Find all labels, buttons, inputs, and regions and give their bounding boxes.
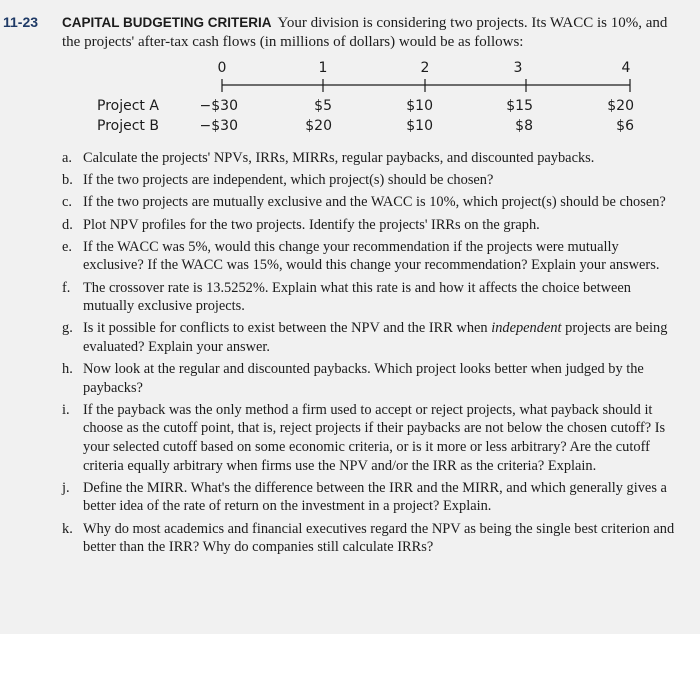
- question-label: g.: [62, 320, 73, 337]
- period-label-1: 1: [318, 60, 328, 76]
- project-a-flow-4: $20: [607, 98, 634, 114]
- problem-intro-text: Your division is considering two projects. Its WACC is 10%, and the projects' after-tax cash flows (in millions of dollars) would be as follows:: [62, 15, 668, 50]
- question-c: [62, 193, 676, 212]
- question-e: [62, 238, 676, 275]
- question-text: Define the MIRR. What's the difference between the IRR and the MIRR, and which generally gives a better idea of the rate of return on the investment in a project? Explain.: [83, 479, 667, 515]
- period-label-4: 4: [621, 60, 631, 76]
- problem-number: 11-23: [3, 14, 39, 30]
- question-label: e.: [62, 238, 72, 255]
- project-b-row: [97, 118, 634, 134]
- period-labels: [218, 60, 631, 76]
- question-text: Plot NPV profiles for the two projects. Identify the projects' IRRs on the graph.: [83, 216, 540, 233]
- question-text: [83, 319, 676, 356]
- question-text: Now look at the regular and discounted paybacks. Which project looks better when judged by the paybacks?: [83, 361, 644, 396]
- project-b-flow-3: $8: [515, 118, 533, 134]
- project-a-flow-0: −$30: [199, 98, 238, 114]
- project-a-name: Project A: [97, 98, 159, 114]
- question-label: c.: [62, 194, 72, 211]
- project-b-flow-1: $20: [305, 118, 332, 134]
- project-b-flow-4: $6: [616, 118, 634, 134]
- question-label: j.: [62, 479, 70, 496]
- project-b-flow-0: −$30: [199, 118, 238, 134]
- project-a-row: [97, 98, 634, 114]
- question-text-emphasis: independent: [491, 320, 562, 337]
- period-label-0: 0: [217, 60, 227, 76]
- question-label: h.: [62, 361, 73, 378]
- project-a-flow-3: $15: [506, 98, 533, 114]
- project-b-name: Project B: [97, 118, 159, 134]
- question-a: [62, 149, 676, 168]
- question-text: If the two projects are independent, which project(s) should be chosen?: [83, 172, 494, 189]
- question-b: [62, 171, 676, 190]
- problem-title: CAPITAL BUDGETING CRITERIA: [62, 15, 272, 30]
- question-k: [62, 520, 676, 557]
- project-a-flow-2: $10: [406, 98, 433, 114]
- question-text-pre: Is it possible for conflicts to exist between the NPV and the IRR when: [83, 320, 492, 337]
- period-label-2: 2: [420, 60, 430, 76]
- question-i: [62, 401, 676, 475]
- question-j: [62, 479, 676, 516]
- question-text-post: projects are being evaluated? Explain your answer.: [83, 320, 668, 355]
- question-label: b.: [62, 172, 73, 189]
- question-h: [62, 360, 676, 397]
- project-b-flow-2: $10: [406, 118, 433, 134]
- question-label: i.: [62, 401, 70, 418]
- project-a-flow-1: $5: [314, 98, 332, 114]
- question-text: If the payback was the only method a firm used to accept or reject projects, what payback should it choose as the cutoff point, that is, reject projects if their paybacks are not below the chosen cutoff? Is your selected cutoff based on some economic criteria, or is it more or less arbitrary? Are the cutoff criteria equally arbitrary when firms use the NPV and/or the IRR as the criteria? Explain.: [83, 401, 666, 474]
- question-text: The crossover rate is 13.5252%. Explain what this rate is and how it affects the choice between mutually exclusive projects.: [83, 279, 632, 315]
- question-text: If the two projects are mutually exclusive and the WACC is 10%, which project(s) should be chosen?: [83, 194, 666, 211]
- period-label-3: 3: [513, 60, 523, 76]
- question-g: [62, 319, 676, 356]
- question-label: k.: [62, 520, 73, 537]
- question-label: f.: [62, 279, 71, 296]
- question-d: [62, 216, 676, 235]
- question-f: [62, 279, 676, 316]
- question-list: [62, 149, 676, 560]
- question-text: If the WACC was 5%, would this change your recommendation if the projects were mutually exclusive? If the WACC was 15%, would this change your recommendation? Explain your answers.: [83, 238, 660, 274]
- question-text: Calculate the projects' NPVs, IRRs, MIRRs, regular paybacks, and discounted paybacks.: [83, 150, 595, 166]
- question-text: Why do most academics and financial executives regard the NPV as being the single best criterion and better than the IRR? Why do companies still calculate IRRs?: [83, 520, 675, 556]
- question-label: d.: [62, 216, 73, 233]
- question-label: a.: [62, 150, 72, 166]
- cash-flow-timeline: [0, 0, 700, 140]
